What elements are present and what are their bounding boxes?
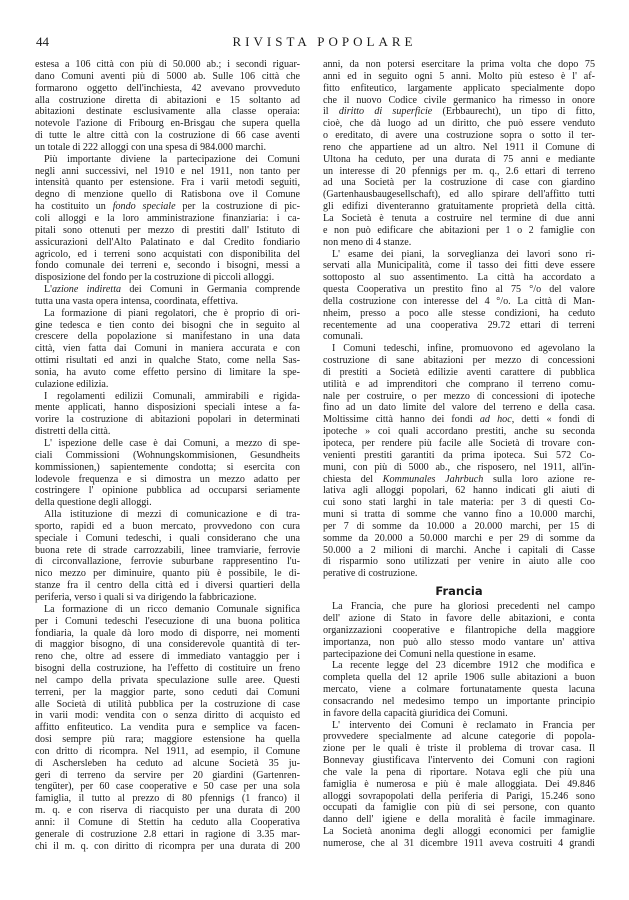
paragraph [323, 343, 595, 580]
running-title: RIVISTA POPOLARE [232, 34, 417, 49]
text-line: fondo comunale dei terreni e, secondo i bisogni, messi a [35, 260, 300, 272]
text-line: gli edifizi diventeranno gratuitamente proprietà della città. [323, 201, 595, 213]
text-line [35, 284, 300, 296]
text-line: in varii modi: vendita con o senza diritto di acquisto ed [35, 710, 300, 722]
text-line: che vale la pena di riportare. Notava egli che più una [323, 766, 595, 778]
text-line: reno che appartiene ad un altro. Nel 1911 il Comune di [323, 141, 595, 153]
text-line: culazione edilizia. [35, 378, 109, 390]
text-line: consacrando nel medesimo tempo un importante principio [323, 695, 595, 707]
text-line: organizzazioni cooperative e filantropiche della maggiore [323, 624, 595, 636]
paragraph [35, 509, 300, 604]
text-line: partecipazione dei Comuni nella questione in esame. [323, 648, 536, 660]
text-line: buona rete di strade carrozzabili, linee tramviarie, ferrovie [35, 544, 300, 556]
text-line: reno che, oltre ad essere di immediato vantaggio per i [35, 651, 300, 663]
paragraph [35, 308, 300, 391]
paragraph [323, 660, 595, 719]
text-line: sporto, rapidi ed a buon mercato, provvedono con cura [35, 520, 300, 532]
text-line: terreni, per la maggior parte, sono ceduti dai Comuni [35, 686, 300, 698]
text-line: affitto enfiteutico. La vendita pura e semplice va facen- [35, 722, 300, 734]
text-line: della questione degli alloggi. [35, 497, 152, 509]
text-line: I regolamenti edilizii Comunali, ammirabili e rigida- [44, 390, 300, 402]
text-line: ad una Società per la costruzione di case con giardino [323, 177, 595, 189]
text-line: mercato, viene a colmare fortunatamente questa lacuna [323, 684, 595, 696]
text-line: L' ispezione delle case è dai Comuni, a mezzo di spe- [44, 438, 300, 449]
text-line: di circonvallazione, ferrovie suburbane rappresentino l'u- [35, 556, 300, 568]
paragraph [323, 59, 595, 249]
text-line: formarono oggetto dell'inchiesta, 42 avevano provveduto [35, 82, 300, 94]
text-line: venienti prestiti garantiti da prima ipoteca. Sui 572 Co- [323, 449, 595, 461]
text-line: fino ad un dato limite del valore del terreno e della casa. [323, 402, 595, 414]
text-line: della costruzione con interesse del 4 °/o. La città di Man- [323, 295, 595, 307]
text-line: fondiaria, la quale dà loro modo di disporre, nei momenti [35, 627, 300, 639]
text: chiesta del [323, 473, 383, 485]
text-line: famiglia, il tutto al prezzo di 80 pfennigs (1 franco) il [35, 793, 300, 805]
text-line: occupati da famiglie con più di sei persone, con quanto [323, 802, 595, 814]
text-line: muni si tratta di somme che vanno fino a 10.000 marchi, [323, 509, 595, 521]
text: , detti « fondi di [511, 414, 595, 426]
text-line: provvedere specialmente ad alcune categorie di popola- [323, 731, 595, 743]
text-line: disposizione del fondo per la costruzione di piccoli alloggi. [35, 272, 275, 284]
text-line: anni ed in seguito ogni 5 anni. Molto più esteso è l' af- [323, 70, 595, 82]
text-line: La formazione di piani regolatori, che è proprio di ori- [44, 307, 300, 319]
text-line: L' esame dei piani, la sorveglianza dei lavori sono ri- [332, 248, 595, 260]
text-line: di Aschersleben ha ceduto ad alcune Società 35 ju- [35, 757, 300, 769]
text-line: La Società anonima degli alloggi economici per famiglie [323, 826, 595, 838]
text-line: utilità e ad imprenditori che comprano il terreno comu- [323, 378, 595, 390]
section-heading: Francia [435, 584, 483, 599]
text: L' [44, 284, 52, 296]
text-line: bisogni della costruzione, ha l'effetto di costituire un freno [35, 663, 300, 675]
paragraph [35, 604, 300, 853]
text-line: coli alloggi e la loro amministrazione finanziaria: i ca- [35, 212, 300, 224]
paragraph [35, 438, 300, 509]
text-line: ipoteche » coi quali accordano prestiti, anche su seconda [323, 426, 595, 438]
text-line: La recente legge del 23 dicembre 1912 che modifica e [332, 660, 595, 672]
text-line: assicurazioni dell'Alto Palatinato e dal Credito fondiario [35, 236, 300, 248]
text-line: chi il m. q. con diritto di ricompra per una durata di 200 [35, 840, 300, 852]
text-line [323, 106, 595, 118]
text-line: La Francia, che pure ha gloriosi precedenti nel campo [332, 601, 595, 613]
text-line: Ultona ha ceduto, per una durata di 75 anni e mediante [323, 153, 595, 165]
paragraph [35, 284, 300, 308]
text: il [323, 106, 339, 118]
text-line: lativa agli alloggi popolari, 62 hanno indicati gli aiuti di [323, 485, 595, 497]
text-line: costringere l' opinione pubblica ad occuparsi seriamente [35, 485, 300, 497]
text-line: alle Società di utilità pubblica per la costruzione di case [35, 698, 300, 710]
text-line: alla costruzione diretta di abitazioni e 15 soltanto ad [35, 94, 300, 106]
text-line: recentemente ad una cooperativa 29.72 ettari di terreni [323, 319, 595, 331]
text-line: un interesse di 20 pfennigs per m. q., 2.6 ettari di terreno [323, 165, 595, 177]
text-line: 50.000 a 2 milioni di marchi. Anche i capitali di Casse [323, 544, 595, 556]
text-line: somme da 20.000 a 50.000 marchi e per 29 di somme da [323, 532, 595, 544]
text-line [323, 414, 595, 426]
text-line: Più importante diviene la partecipazione dei Comuni [44, 153, 300, 165]
text-line: tutta una vasta opera intensa, coordinata, effettiva. [35, 295, 239, 307]
text-line: muni, con più di 5000 ab., che risposero, nel 1911, all'in- [323, 461, 595, 473]
text-line: degno di menzione quello di Ratisbona ove il Comune [35, 189, 300, 201]
text-line: La Società è tenuta a costruire nel termine di due anni [323, 212, 595, 224]
paragraph [323, 249, 595, 344]
text-line: danno dell' igiene e della moralità è facile immaginare. [323, 814, 595, 826]
text-line: nheim, presso a poco alle stesse condizioni, ha ceduto [323, 307, 595, 319]
text-line: e non può edificare che abitazioni per 1 o 2 famiglie con [323, 224, 595, 236]
text-line: servati alla Municipalità, come il tasso dei fitti deve essere [323, 260, 595, 272]
text-line: sonia, ha avuto come effetto persino di limitare la spe- [35, 366, 300, 378]
text-line: nel campo della privata speculazione sulle aree. Questi [35, 674, 300, 686]
text-line: vorire la costruzione di abitazioni popolari in determinati [35, 414, 300, 426]
paragraph [35, 59, 300, 154]
text-line: (Gartenhausbaugesellschaft), ed allo spirare dell'affitto tutti [323, 189, 595, 201]
left-column [35, 59, 300, 853]
text-line: sottoposto al suo assentimento. La città ha accordato a [323, 272, 595, 284]
text-line: per 7 di somme da 10.000 a 20.000 marchi, per 15 di [323, 520, 595, 532]
italic-text: Kommunales Jahrbuch [382, 473, 484, 485]
text-line: o ereditato, di avere una costruzione sopra o sotto il ter- [323, 130, 595, 142]
text-line: mente applicati, hanno disposizioni speciali intese a fa- [35, 402, 300, 414]
page-number: 44 [36, 34, 49, 49]
text-line: questa Cooperativa un prestito fino al 75 °/o del valore [323, 284, 595, 296]
text-line: abitazioni destinate esclusivamente alla classe operaia: [35, 106, 300, 118]
text-line: periferia, verso i quali si va dirigendo la fabbricazione. [35, 591, 257, 603]
text-line: non meno di 4 stanze. [323, 236, 412, 248]
text-line: lodevole frequenza e si dimostra un mezzo adatto per [35, 473, 300, 485]
text-line: un totale di 222 alloggi con una spesa di 984.000 marchi. [35, 141, 266, 153]
text-line: zione per le quali è triste il problema di trovar casa. Il [323, 743, 595, 755]
text-line: di prestiti a Società edilizie aventi carattere di pubblica [323, 366, 595, 378]
text-line: La formazione di un ricco demanio Comunale significa [44, 603, 300, 615]
text-line [323, 474, 595, 486]
text-line: comunali. [323, 331, 364, 343]
text-line: famiglia è numerosa e più è male alloggiata. Dei 49.846 [323, 778, 595, 790]
text-line: intensità quanto per estensione. Fra i varii metodi seguiti, [35, 177, 300, 189]
text-line: di risparmio sono utilizzati per venire in aiuto alle coo [323, 556, 595, 568]
text-line: fitto enfiteutico, largamente applicato specialmente dopo [323, 82, 595, 94]
text: ha costituito un [35, 201, 113, 213]
text-line: pitali sono ottenuti per mezzo di prestiti dall' Istituto di [35, 224, 300, 236]
text: sulla loro azione re- [483, 473, 595, 485]
text-line: perative di costruzione. [323, 568, 418, 580]
text-line: alloggi sovrapopolati della periferia di Parigi, 15.246 sono [323, 790, 595, 802]
text-line: geri di terreno da servire per 20 giardini (Gartenren- [35, 769, 300, 781]
italic-text: ad hoc [479, 414, 512, 426]
text-line: Alla istituzione di mezzi di comunicazione e di tra- [44, 509, 300, 521]
text-line: anni, da non potersi esercitare la prima volta che dopo 75 [323, 59, 595, 70]
text-line: Bonnevay giustificava l'intervento dei Comuni con ragioni [323, 755, 595, 767]
text: dei Comuni in Germania comprende [121, 284, 300, 296]
italic-text: diritto di superficie [338, 106, 433, 118]
text-line [35, 201, 300, 213]
italic-text: azione indiretta [51, 284, 122, 296]
text-line: ciali Commissioni (Wohnungskommisionen, Gesundheits [35, 449, 300, 461]
paragraph [323, 720, 595, 850]
text-line: dosi sempre più rara; maggiore estensione ha quella [35, 734, 300, 746]
paragraph [35, 391, 300, 438]
text-line: con dritto di ricompra. Nel 1911, ad esempio, il Comune [35, 745, 300, 757]
text-line: gine tedesca e tien conto dei bisogni che in seguito al [35, 319, 300, 331]
text: (Erbbaurecht), un tipo di fitto, [432, 106, 595, 118]
text-line: agricolo, ed i terreni sono acquistati con disponibilita del [35, 248, 300, 260]
text-line: in favore della capacità giuridica dei Comuni. [323, 707, 508, 719]
text-line: stanze fra il centro della città ed i diversi quartieri della [35, 580, 300, 592]
text-line: per i Comuni tedeschi l'esecuzione di una buona politica [35, 615, 300, 627]
text-line: crescere della popolazione si manifestano in una data [35, 331, 300, 343]
text-line: dell' azione di Stato in favore delle abitazioni, e conta [323, 612, 595, 624]
text-line: notevole l'azione di Fribourg en-Brisgau che supera quella [35, 118, 300, 130]
text-line: negli anni successivi, nel 1910 e nel 1911, non tanto per [35, 165, 300, 177]
text-line: importanza, non può allo stesso modo vantare un' attiva [323, 636, 595, 648]
text-line: m. q. e con riserva di riacquisto per una durata di 200 [35, 805, 300, 817]
text-line: ottimi risultati ed anzi in qualche Stato, come nella Sas- [35, 355, 300, 367]
text-line: I Comuni tedeschi, infine, promuovono ed agevolano la [332, 343, 595, 355]
text-line: nico mezzo per diminuire, quanto più è possibile, le di- [35, 568, 300, 580]
paragraph [323, 601, 595, 660]
text-line: tengüter), per 60 case cooperative e 50 case per una sola [35, 781, 300, 793]
text: Moltissime città hanno dei fondi [323, 414, 480, 426]
text-line: numerose, che al 31 dicembre 1911 aveva costruiti 4 grandi [323, 838, 595, 849]
text: per la costruzione di pic- [175, 201, 300, 213]
right-column [323, 59, 595, 850]
text-line: che il nuovo Codice civile germanico ha rimesso in onore [323, 94, 595, 106]
text-line: dano Comuni aventi più di 5000 ab. Sulle 106 città che [35, 70, 300, 82]
text-line: estesa a 106 città con più di 50.000 ab.; i secondi riguar- [35, 59, 300, 70]
text-line: speciale i Comuni tedeschi, i quali considerano che una [35, 532, 300, 544]
text-line: città, vien fatta dai Comuni in maniera accurata e con [35, 343, 300, 355]
text-line: di maggior bisogno, di una considerevole quantità di ter- [35, 639, 300, 651]
text-line: ipoteca, per rendere più facile alle Società di trovare con- [323, 438, 595, 449]
text-line: di tutte le altre città con la costruzione di 66 case aventi [35, 130, 300, 142]
text-line: completa quella del 12 aprile 1906 sulle abitazioni a buon [323, 672, 595, 684]
text-line: generale di costruzione 2.8 ettari in ragione di 3.35 mar- [35, 828, 300, 840]
text-line: nale per costruire, o per mezzo di concessioni di ipoteche [323, 390, 595, 402]
text-line: L' intervento dei Comuni è reclamato in Francia per [332, 719, 595, 731]
text-line: costruzione di sane abitazioni per mezzo di concessioni [323, 355, 595, 367]
text-line: distretti della città. [35, 426, 111, 438]
text-line: cui sono stati larghi in tale materia: per 3 di questi Co- [323, 497, 595, 509]
text-line: anni: il Comune di Stettin ha ceduto alla Cooperativa [35, 817, 300, 828]
paragraph [35, 154, 300, 284]
text-line: kommissionen,) sapientemente condotta; si esercita con [35, 461, 300, 473]
text-line: cioè, che dà luogo ad un diritto, che può essere venduto [323, 118, 595, 130]
italic-text: fondo speciale [112, 201, 176, 213]
